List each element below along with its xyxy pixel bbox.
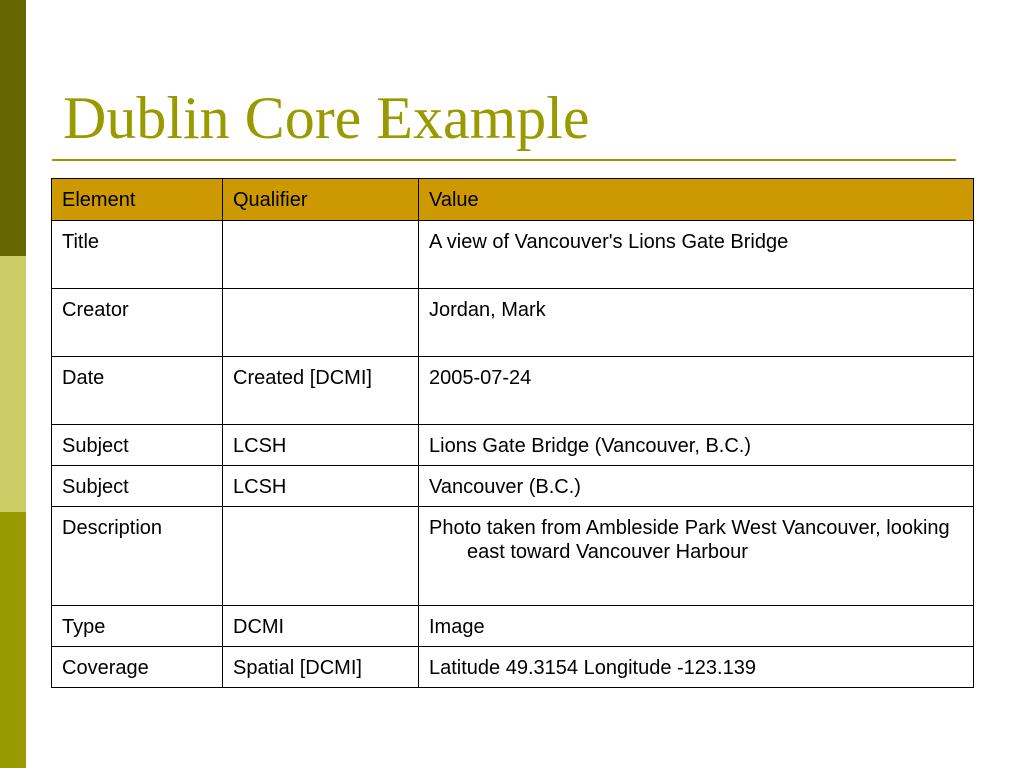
cell-value: A view of Vancouver's Lions Gate Bridge — [419, 221, 974, 289]
cell-value — [419, 507, 974, 606]
table-row — [52, 221, 974, 289]
cell-qualifier: LCSH — [223, 425, 419, 466]
cell-element: Date — [52, 357, 223, 425]
cell-qualifier: DCMI — [223, 606, 419, 647]
cell-value: Lions Gate Bridge (Vancouver, B.C.) — [419, 425, 974, 466]
table-header — [52, 179, 974, 221]
description-text: Photo taken from Ambleside Park West Vancouver, looking east toward Vancouver Harbour — [429, 517, 950, 563]
table-row — [52, 289, 974, 357]
table-row — [52, 606, 974, 647]
side-bar-dark-segment — [0, 0, 26, 256]
cell-qualifier: LCSH — [223, 466, 419, 507]
cell-element: Coverage — [52, 647, 223, 688]
table-row — [52, 466, 974, 507]
cell-element: Type — [52, 606, 223, 647]
table-row — [52, 425, 974, 466]
table-row — [52, 647, 974, 688]
cell-value: Latitude 49.3154 Longitude -123.139 — [419, 647, 974, 688]
cell-element: Title — [52, 221, 223, 289]
cell-element: Subject — [52, 466, 223, 507]
header-qualifier: Qualifier — [223, 179, 419, 221]
side-bar-olive-segment — [0, 512, 26, 768]
table-body — [52, 221, 974, 688]
cell-qualifier — [223, 507, 419, 606]
cell-value: Jordan, Mark — [419, 289, 974, 357]
cell-value: Vancouver (B.C.) — [419, 466, 974, 507]
cell-element: Creator — [52, 289, 223, 357]
cell-qualifier — [223, 289, 419, 357]
side-bar-light-segment — [0, 256, 26, 512]
dublin-core-table — [51, 178, 974, 688]
header-row — [52, 179, 974, 221]
title-underline — [52, 159, 956, 161]
cell-value: 2005-07-24 — [419, 357, 974, 425]
cell-qualifier: Spatial [DCMI] — [223, 647, 419, 688]
cell-element: Description — [52, 507, 223, 606]
slide-title: Dublin Core Example — [63, 85, 590, 151]
cell-qualifier: Created [DCMI] — [223, 357, 419, 425]
cell-qualifier — [223, 221, 419, 289]
header-element: Element — [52, 179, 223, 221]
header-value: Value — [419, 179, 974, 221]
cell-element: Subject — [52, 425, 223, 466]
table-row — [52, 507, 974, 606]
cell-value: Image — [419, 606, 974, 647]
table-row — [52, 357, 974, 425]
